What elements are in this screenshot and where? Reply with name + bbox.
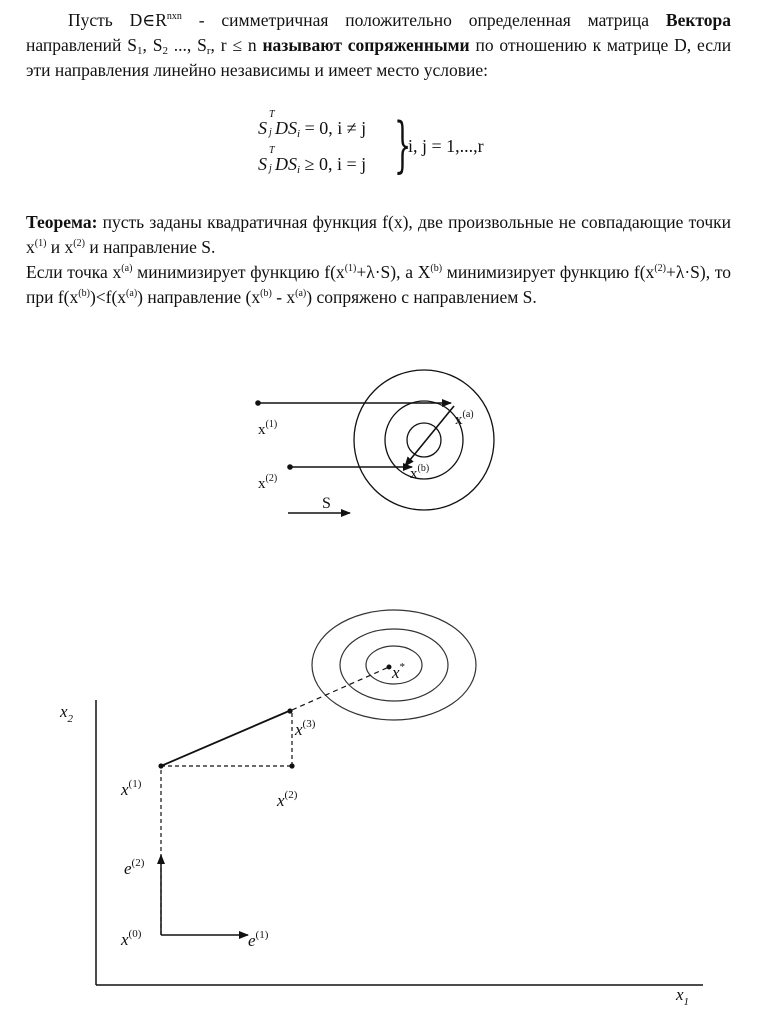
diagram-coordinate-descent [59,610,703,1008]
text: ..., [173,35,192,55]
text: ) направление (x [137,287,261,307]
sup: T [269,109,275,120]
text: минимизирует функцию f(x [442,262,655,282]
sup: (b) [430,263,443,274]
text: и направление S. [84,237,216,257]
theorem-label: Теорема: [26,212,98,232]
label-x2: $x^{(2)}$ [277,789,298,810]
label-xstar: x* [392,661,406,682]
s: S [258,118,267,138]
eq: ≥ 0, i = j [300,154,367,174]
text: +λ·S), а X [356,262,431,282]
text: и x [46,237,74,257]
text: +λ·S), то при f(x [26,262,732,307]
sub: r [206,45,211,57]
matrix-symbol: D∈R [129,10,167,30]
definition-paragraph: Пусть $D\in R^{nxn}$ - симметричная положительно определенная матрица Вектора направлений $S_1$, $S_2$ ..., $S_r$, r ≤ n называют сопряженными по отношению к матрице D, если эти направления линейно независимы и имеет место условие: [26,10,732,80]
sup: (a) [121,263,133,274]
sup: (2) [654,263,666,274]
text: )<f(x [89,287,127,307]
matrix-dim: nxn [166,11,182,22]
label-x3: $x^{(3)}$ [295,718,316,739]
eq: = 0, i ≠ j [300,118,367,138]
contour-outer [354,370,494,510]
sub: i [297,164,301,176]
sub: j [269,163,272,174]
sub: j [269,127,272,138]
label-e1: $e^{(1)}$ [248,929,269,950]
bold-term-conjugate: называют сопряженными [262,35,470,55]
sup: (2) [73,238,85,249]
diagram-conjugate-directions [255,370,494,513]
point-x1 [255,400,261,406]
label-x1: $x^{(1)}$ [121,778,142,799]
sub: 1 [137,45,143,57]
label-axis-x2: $x_2$ [60,702,74,725]
sup: (1) [34,238,47,249]
label-x2: $x^{(2)}$ [258,473,278,492]
ds: DS [275,118,297,138]
label-xb: $x^{(b)}$ [410,463,430,482]
label-x0: $x^{(0)}$ [121,928,142,949]
label-x1: $x^{(1)}$ [258,419,278,438]
sup: T [269,145,275,156]
sup: (b) [260,288,272,299]
label-s: S [322,495,331,512]
text: ) сопряжено с направлением S. [306,287,537,307]
point-x1 [158,763,163,768]
bold-term-vectors: Вектора [665,10,732,30]
text: - x [271,287,296,307]
label-e2: $e^{(2)}$ [124,857,145,878]
conjugate-direction-arrow [405,406,454,466]
sup: (b) [78,288,90,299]
label-axis-x1: $x_1$ [676,985,690,1008]
text: - симметричная положительно определенная матрица [198,10,650,30]
sup: (a) [126,288,138,299]
point-x3 [287,708,292,713]
s1: S [127,35,137,55]
sup: (a) [295,288,307,299]
text: минимизирует функцию f(x [132,262,345,282]
conjugate-direction-line [161,711,289,766]
path-to-xstar [292,667,389,710]
text: Если точка x [26,262,122,282]
text: по отношению к матрице D, если эти направления линейно независимы и имеет место условие: [26,35,732,80]
text: Пусть [68,10,113,30]
text: r ≤ n [220,35,257,55]
point-x2 [287,464,293,470]
text: направлений [26,35,122,55]
ds: DS [275,154,297,174]
sub: i [297,128,301,140]
s: S [258,154,267,174]
sr: S [197,35,207,55]
text: пусть заданы квадратичная функция f(x), две произвольные не совпадающие точки x [26,212,732,257]
point-x2 [289,763,294,768]
label-xa: $x^{(a)}$ [455,409,474,428]
sup: (1) [344,263,357,274]
s2: S [152,35,163,55]
index-condition: i, j = 1,...,r [408,136,484,156]
sub: 2 [162,45,168,57]
right-brace: } [394,110,412,180]
